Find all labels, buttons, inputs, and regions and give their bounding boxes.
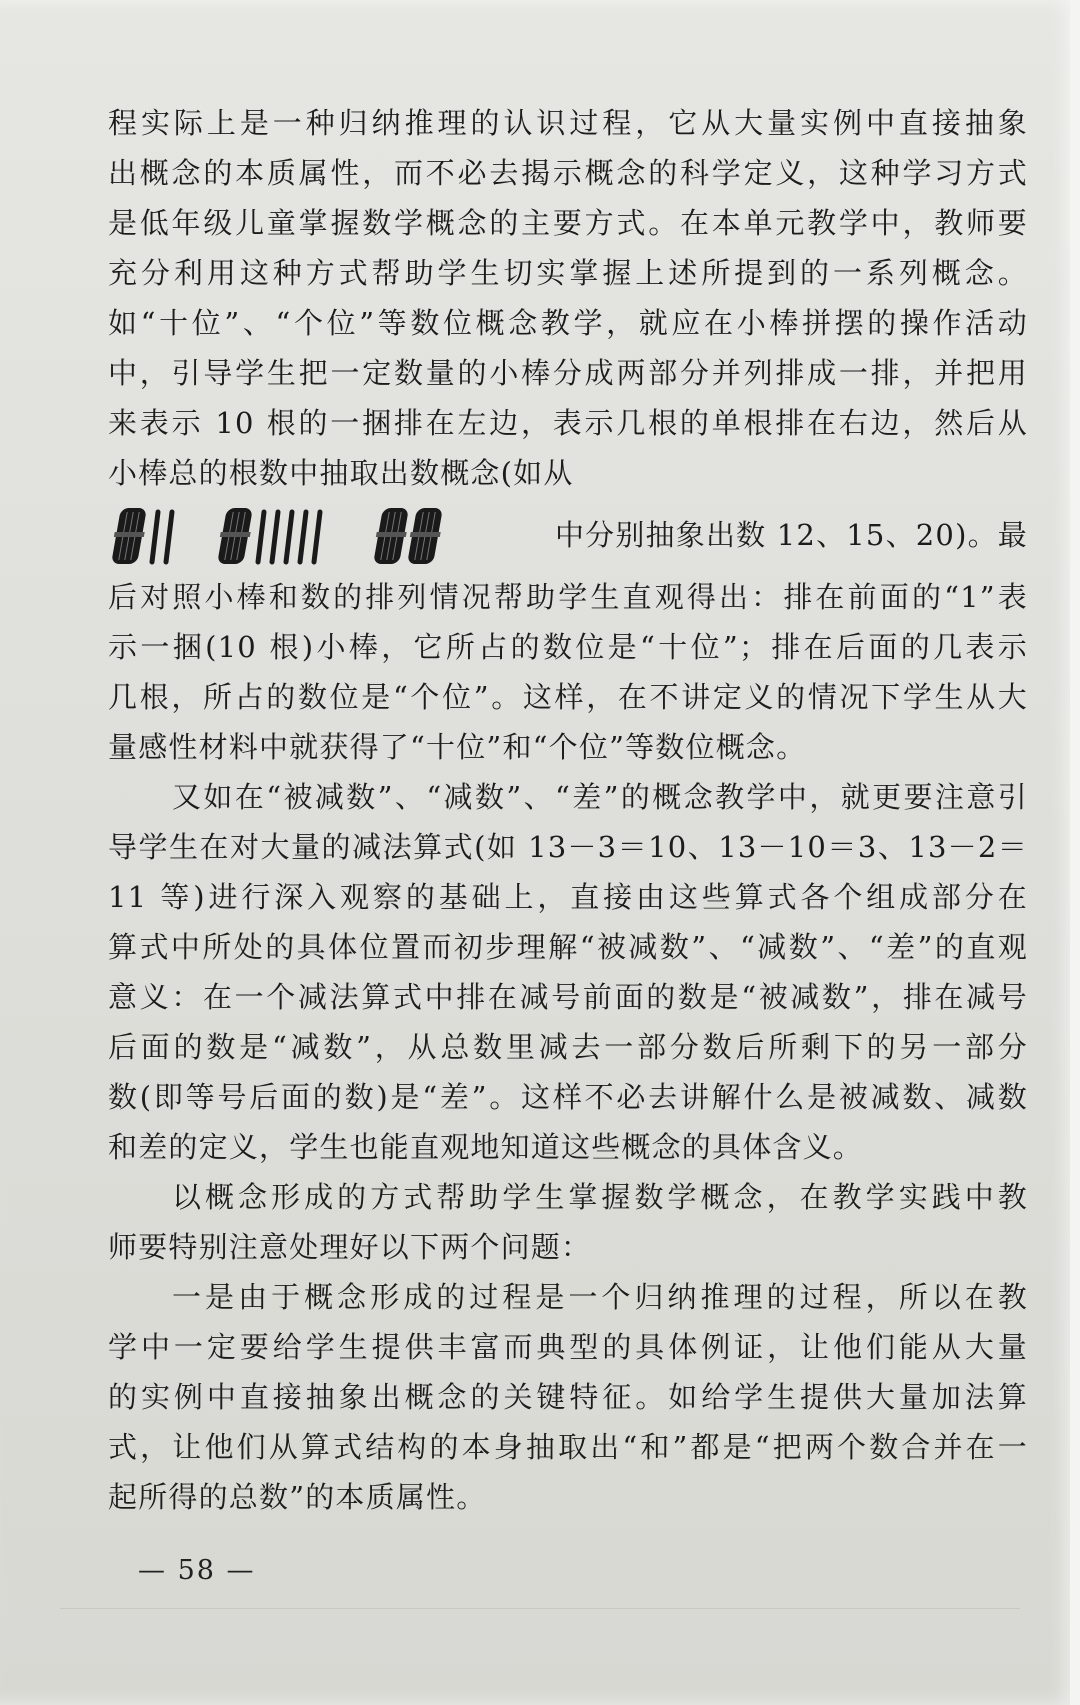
text-line: 中分别抽象出数 12、15、20)。最 — [554, 518, 1028, 552]
sticks-figure-12 — [108, 502, 188, 568]
stick-bundle — [405, 508, 445, 564]
stick-figures-line — [108, 498, 1028, 572]
text-line: 小棒总的根数中抽取出数概念(如从 — [108, 456, 574, 490]
stick-bundle — [109, 508, 149, 564]
text-line: 出概念的本质属性，而不必去揭示概念的科学定义，这种学习方式 — [108, 156, 1028, 190]
text-line: 示一捆(10 根)小棒，它所占的数位是“十位”；排在后面的几表示 — [108, 630, 1028, 664]
text-line: 后对照小棒和数的排列情况帮助学生直观得出：排在前面的“1”表 — [108, 580, 1028, 614]
text-line: 的实例中直接抽象出概念的关键特征。如给学生提供大量加法算 — [108, 1380, 1028, 1414]
text-line: 一是由于概念形成的过程是一个归纳推理的过程，所以在教 — [172, 1280, 1028, 1314]
text-line: 学中一定要给学生提供丰富而典型的具体例证，让他们能从大量 — [108, 1330, 1028, 1364]
text-line: 是低年级儿童掌握数学概念的主要方式。在本单元教学中，教师要 — [108, 206, 1028, 240]
text-line: 量感性材料中就获得了“十位”和“个位”等数位概念。 — [108, 730, 807, 764]
single-stick — [286, 512, 292, 562]
text-line: 师要特别注意处理好以下两个问题： — [108, 1230, 592, 1264]
text-line: 意义：在一个减法算式中排在减号前面的数是“被减数”，排在减号 — [108, 980, 1028, 1014]
text-line: 又如在“被减数”、“减数”、“差”的概念教学中，就更要注意引 — [172, 780, 1028, 814]
text-line: 导学生在对大量的减法算式(如 13－3＝10、13－10＝3、13－2＝ — [108, 830, 1028, 864]
text-line: 和差的定义，学生也能直观地知道这些概念的具体含义。 — [108, 1130, 864, 1164]
text-line: 几根，所占的数位是“个位”。这样，在不讲定义的情况下学生从大 — [108, 680, 1028, 714]
text-line: 以概念形成的方式帮助学生掌握数学概念，在教学实践中教 — [172, 1180, 1028, 1214]
text-line: 充分利用这种方式帮助学生切实掌握上述所提到的一系列概念。 — [108, 256, 1028, 290]
text-line: 程实际上是一种归纳推理的认识过程，它从大量实例中直接抽象 — [108, 106, 1028, 140]
text-line: 数(即等号后面的数)是“差”。这样不必去讲解什么是被减数、减数 — [108, 1080, 1028, 1114]
stick-bundle — [215, 508, 255, 564]
body-text — [108, 98, 1028, 1522]
page-number: — 58 — — [138, 1555, 256, 1586]
page-edge — [1070, 0, 1080, 1705]
text-line: 来表示 10 根的一捆排在左边，表示几根的单根排在右边，然后从 — [108, 406, 1028, 440]
single-stick — [258, 512, 264, 562]
single-stick — [314, 512, 320, 562]
text-line: 算式中所处的具体位置而初步理解“被减数”、“减数”、“差”的直观 — [108, 930, 1028, 964]
sticks-figure-20 — [370, 502, 450, 568]
single-stick — [152, 512, 158, 562]
stick-bundle-illustration — [108, 498, 555, 572]
text-line: 中，引导学生把一定数量的小棒分成两部分并列排成一排，并把用 — [108, 356, 1028, 390]
single-stick — [166, 512, 172, 562]
text-line: 11 等)进行深入观察的基础上，直接由这些算式各个组成部分在 — [108, 880, 1028, 914]
sticks-figure-15 — [214, 502, 344, 568]
text-line: 如“十位”、“个位”等数位概念教学，就应在小棒拼摆的操作活动 — [108, 306, 1028, 340]
stick-bundle — [371, 508, 411, 564]
text-line: 式，让他们从算式结构的本身抽取出“和”都是“把两个数合并在一 — [108, 1430, 1028, 1464]
text-line: 后面的数是“减数”，从总数里减去一部分数后所剩下的另一部分 — [108, 1030, 1028, 1064]
single-stick — [300, 512, 306, 562]
text-line: 起所得的总数”的本质属性。 — [108, 1480, 487, 1514]
single-stick — [272, 512, 278, 562]
bleed-through-rule — [60, 1608, 1020, 1609]
